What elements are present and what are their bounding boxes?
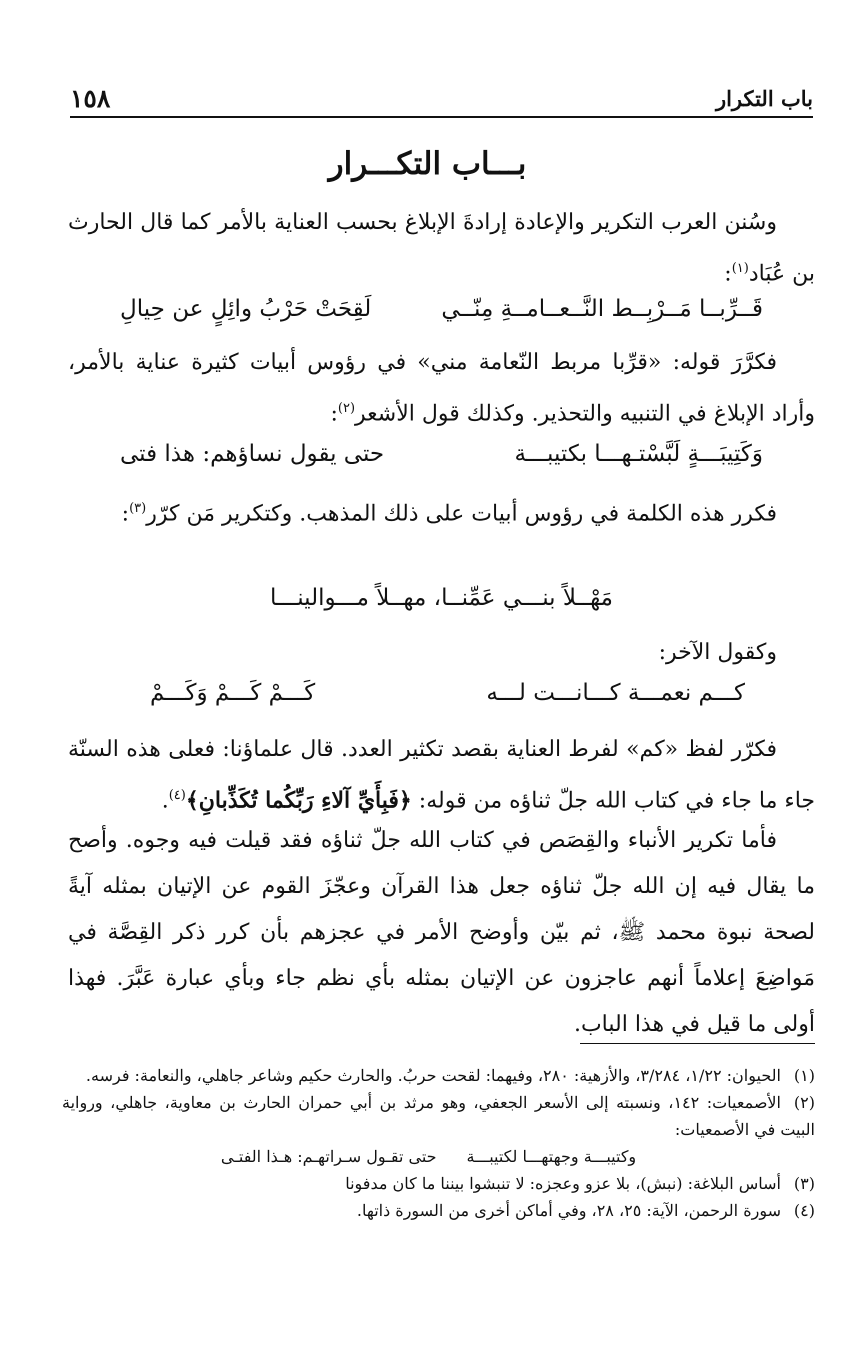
footnote-ref-3: (٣) <box>129 501 147 516</box>
footnote-2-verse-first: وكتيبـــة وجهتهـــا لكتيبـــة <box>466 1147 637 1166</box>
verse-4-first-hemistich: كـــم نعمـــة كـــانـــت لـــه <box>486 680 745 706</box>
paragraph-5-text: فكرّر لفظ «كم» لفرط العناية بقصد تكثير العدد. قال علماؤنا: فعلى هذه السنّة جاء ما جاء في كتاب الله جلّ ثناؤه من قوله: <box>68 737 815 814</box>
footnote-2-verse <box>62 1143 815 1170</box>
paragraph-6-text: فأما تكرير الأنباء والقِصَص في كتاب الله جلّ ثناؤه فقد قيلت فيه وجوه. وأصح ما يقال فيه إن الله جلّ ثناؤه جعل هذا القرآن وعجّزَ القوم عن الإتيان بمثله آيةً لصحة نبوة محمد ﷺ، ثم بيّن وأوضح الأمر في عجزهم بأن كرر ذكر القِصَّة في مَواضِعَ إعلاماً أنهم عاجزون عن الإتيان بمثله بأي نظم جاء وبأي عبارة عَبَّرَ. فهذا أولى ما قيل في هذا الباب. <box>68 828 815 1037</box>
footnotes <box>62 1062 815 1224</box>
page-number: ١٥٨ <box>70 83 111 113</box>
paragraph-3 <box>68 486 815 537</box>
paragraph-6 <box>68 818 815 1048</box>
chapter-title: بـــاب التكـــرار <box>328 146 527 182</box>
footnote-1-text: الحيوان: ١/٢٢، ٣/٢٨٤، والأزهية: ٢٨٠، وفيهما: لقحت حربُ. والحارث حكيم وشاعر جاهلي، والنعامة: فرسه. <box>85 1066 781 1085</box>
footnote-ref-1: (١) <box>731 261 749 276</box>
verse-2 <box>120 441 763 467</box>
footnote-2-number: (٢) <box>793 1093 816 1112</box>
quran-verse: ﴿فَبِأَيِّ آلاءِ رَبِّكُما تُكَذِّبانِ﴾ <box>185 787 412 814</box>
paragraph-1-end: : <box>724 261 732 287</box>
footnote-ref-2: (٢) <box>337 401 356 416</box>
verse-4 <box>150 680 745 706</box>
verse-4-second-hemistich: كَـــمْ كَـــمْ وَكَـــمْ <box>150 680 316 706</box>
verse-3-text: مَهْــلاً بنـــي عَمِّنــا، مهــلاً مـــوالينـــا <box>270 585 614 611</box>
paragraph-2-text: فكرَّرَ قوله: «قرِّبا مربط النّعامة مني» في رؤوس أبيات كثيرة عناية بالأمر، وأراد الإبلاغ في التنبيه والتحذير. وكذلك قول الأشعر <box>68 350 815 427</box>
paragraph-3-end: : <box>121 501 130 527</box>
paragraph-5 <box>68 727 815 824</box>
paragraph-4-text: وكقول الآخر: <box>658 640 777 665</box>
footnote-2-text: الأصمعيات: ١٤٢، ونسبته إلى الأسعر الجعفي، وهو مرثد بن أبي حمران الحارث بن معاوية، جاهلي، ورواية البيت في الأصمعيات: <box>62 1093 815 1139</box>
verse-1-first-hemistich: قَــرِّبــا مَــرْبِــط النَّــعــامــةِ مِنّــي <box>441 296 763 322</box>
footnote-3-number: (٣) <box>793 1174 815 1193</box>
paragraph-1 <box>68 200 815 297</box>
footnote-1 <box>62 1062 815 1089</box>
paragraph-5-end: . <box>161 788 169 814</box>
footnote-1-number: (١) <box>793 1066 815 1085</box>
verse-1-second-hemistich: لَقِحَتْ حَرْبُ وائِلٍ عن حِيالِ <box>120 296 372 322</box>
footnote-ref-4: (٤) <box>168 788 186 803</box>
paragraph-2-end: : <box>330 401 338 427</box>
paragraph-2 <box>68 340 815 437</box>
paragraph-1-text: وسُنن العرب التكرير والإعادة إرادةَ الإبلاغ بحسب العناية بالأمر كما قال الحارث بن عُبَاد <box>68 210 815 287</box>
verse-2-first-hemistich: وَكَتِيبَـــةٍ لَبَّسْتـهـــا بكتيبـــة <box>514 441 763 467</box>
footnote-4-number: (٤) <box>793 1201 815 1220</box>
footnote-2-verse-second: حتى تقـول سـراتهـم: هـذا الفتـى <box>220 1147 437 1166</box>
verse-3 <box>120 585 763 611</box>
paragraph-3-text: فكرر هذه الكلمة في رؤوس أبيات على ذلك المذهب. وكتكرير مَن كرّر <box>146 501 777 527</box>
footnote-4 <box>62 1197 815 1224</box>
verse-1 <box>120 296 763 322</box>
footnote-3 <box>62 1170 815 1197</box>
footnote-4-text: سورة الرحمن، الآية: ٢٥، ٢٨، وفي أماكن أخرى من السورة ذاتها. <box>356 1201 781 1220</box>
footnote-2 <box>62 1089 815 1143</box>
verse-2-second-hemistich: حتى يقول نساؤهم: هذا فتى <box>120 441 385 467</box>
footnote-divider <box>580 1043 815 1044</box>
page-header <box>70 80 813 118</box>
footnote-3-text: أساس البلاغة: (نبش)، بلا عزو وعجزه: لا تنبشوا بيننا ما كان مدفونا <box>345 1174 781 1193</box>
paragraph-4 <box>68 630 815 676</box>
running-title: باب التكرار <box>715 85 813 111</box>
